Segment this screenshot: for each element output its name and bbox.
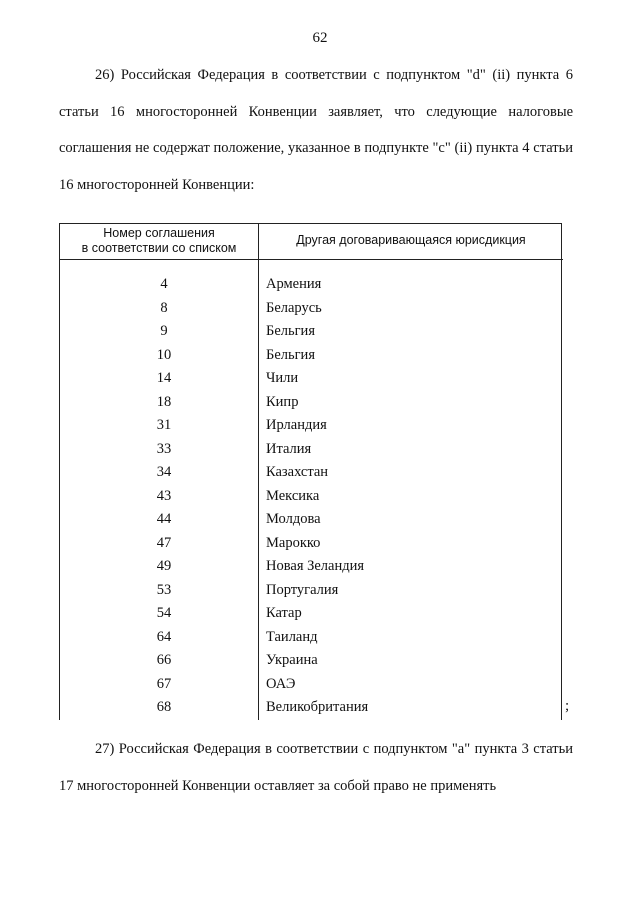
table-row: [60, 555, 563, 579]
table-header-agreement-number: [60, 226, 258, 256]
agreement-number: 14: [156, 370, 172, 387]
jurisdiction-name: Мексика: [266, 487, 320, 504]
jurisdiction-name: Бельгия: [266, 323, 315, 340]
jurisdiction-name: ОАЭ: [266, 675, 296, 692]
page-number: 62: [312, 30, 328, 46]
table-header-divider: [60, 259, 563, 260]
paragraph-26-text: 26) Российская Федерация в соответствии с подпунктом "d" (ii) пункта 6 статьи 16 многосторонней Конвенции заявляет, что следующие налоговые соглашения не содержат положение, указанное в подпункте "c" (ii) пункта 4 статьи 16 многосторонней Конвенции:: [59, 67, 573, 193]
jurisdiction-name: Катар: [266, 605, 302, 622]
jurisdiction-name: Казахстан: [266, 464, 329, 481]
table-row: [60, 673, 563, 697]
jurisdiction-name: Италия: [266, 440, 312, 457]
table-trailing-semicolon: ;: [565, 698, 570, 714]
agreement-number: 4: [160, 276, 168, 293]
agreement-number: 66: [156, 652, 172, 669]
table-row: [60, 649, 563, 673]
table-row: [60, 485, 563, 509]
table-row: [60, 320, 563, 344]
paragraph-26: [59, 57, 573, 203]
header-left-line-2: в соответствии со списком: [81, 241, 237, 255]
table-row: [60, 297, 563, 321]
agreement-number: 54: [156, 605, 172, 622]
jurisdiction-name: Армения: [266, 276, 322, 293]
table-body: [60, 273, 563, 720]
table-row: [60, 508, 563, 532]
agreement-number: 68: [156, 699, 172, 716]
table-row: [60, 461, 563, 485]
agreement-number: 18: [156, 393, 172, 410]
table-row: [60, 696, 563, 720]
agreements-table: [59, 223, 562, 720]
agreement-number: 10: [156, 346, 172, 363]
agreement-number: 53: [156, 581, 172, 598]
header-left-line-1: Номер соглашения: [103, 226, 215, 240]
agreement-number: 31: [156, 417, 172, 434]
agreement-number: 64: [156, 628, 172, 645]
jurisdiction-name: Беларусь: [266, 299, 322, 316]
table-row: [60, 414, 563, 438]
table-row: [60, 602, 563, 626]
table-row: [60, 579, 563, 603]
jurisdiction-name: Новая Зеландия: [266, 558, 365, 575]
jurisdiction-name: Кипр: [266, 393, 299, 410]
jurisdiction-name: Ирландия: [266, 417, 327, 434]
agreement-number: 47: [156, 534, 172, 551]
agreement-number: 43: [156, 487, 172, 504]
jurisdiction-name: Украина: [266, 652, 318, 669]
agreement-number: 33: [156, 440, 172, 457]
paragraph-27: [59, 731, 573, 804]
agreement-number: 34: [156, 464, 172, 481]
table-header-jurisdiction: Другая договаривающаяся юрисдикция: [296, 233, 526, 247]
table-row: [60, 344, 563, 368]
jurisdiction-name: Таиланд: [266, 628, 318, 645]
jurisdiction-name: Великобритания: [266, 699, 369, 716]
jurisdiction-name: Чили: [266, 370, 299, 387]
agreement-number: 44: [156, 511, 172, 528]
table-row: [60, 532, 563, 556]
table-row: [60, 273, 563, 297]
agreement-number: 9: [160, 323, 168, 340]
table-row: [60, 626, 563, 650]
table-row: [60, 438, 563, 462]
jurisdiction-name: Марокко: [266, 534, 321, 551]
agreement-number: 8: [160, 299, 168, 316]
jurisdiction-name: Молдова: [266, 511, 321, 528]
agreement-number: 49: [156, 558, 172, 575]
table-row: [60, 367, 563, 391]
paragraph-27-text: 27) Российская Федерация в соответствии с подпунктом "a" пункта 3 статьи 17 многосторонней Конвенции оставляет за собой право не применять: [59, 741, 573, 794]
agreement-number: 67: [156, 675, 172, 692]
jurisdiction-name: Бельгия: [266, 346, 315, 363]
table-row: [60, 391, 563, 415]
jurisdiction-name: Португалия: [266, 581, 339, 598]
